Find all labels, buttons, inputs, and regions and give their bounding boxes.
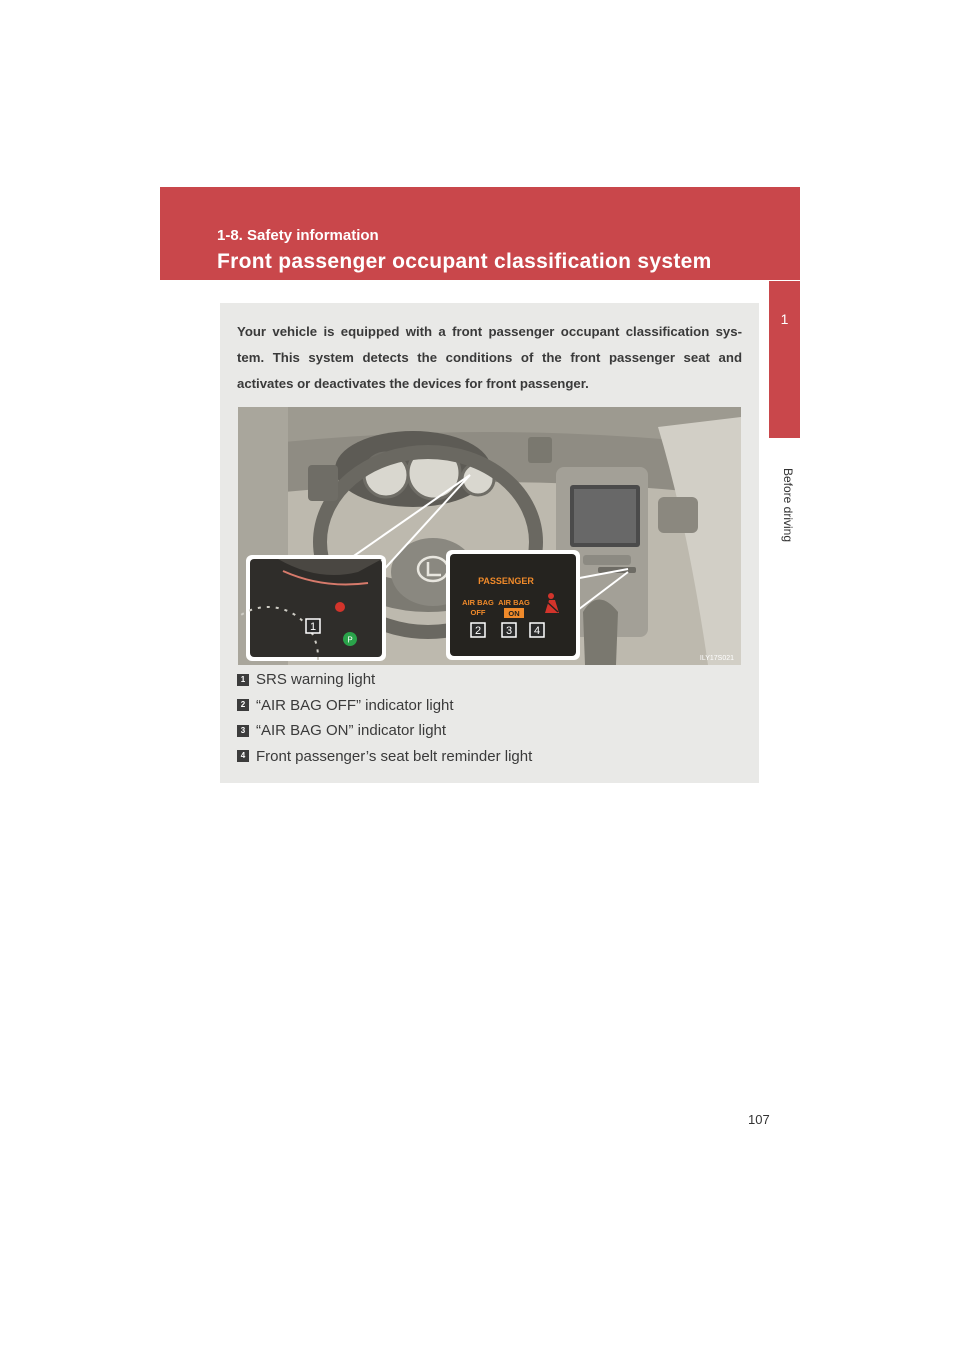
info-box — [220, 303, 759, 783]
dashboard-drawing — [238, 407, 741, 665]
legend-marker-1: 1 — [237, 674, 249, 686]
passenger-indicator-panel — [598, 567, 636, 573]
dashboard-illustration — [238, 407, 741, 665]
page-number: 107 — [748, 1112, 770, 1127]
callout-2-text: 2 — [474, 625, 482, 637]
callout-1-text: 1 — [309, 621, 317, 633]
legend-label-seatbelt: Front passenger’s seat belt reminder light — [256, 747, 533, 765]
airbag-off-line2: OFF — [470, 608, 486, 617]
legend-item — [237, 667, 532, 693]
figure-code: ILY17S021 — [699, 655, 734, 662]
legend-label-srs: SRS warning light — [256, 671, 376, 689]
legend-item — [237, 718, 532, 744]
legend-item — [237, 744, 532, 770]
climate-buttons — [583, 555, 631, 565]
shift-lever-area — [583, 600, 618, 666]
legend-marker-3: 3 — [237, 725, 249, 737]
center-vent — [528, 437, 552, 463]
parking-indicator-text: P — [347, 635, 353, 645]
legend-list — [237, 667, 532, 769]
screen-glass — [574, 489, 636, 543]
passenger-label: PASSENGER — [478, 576, 534, 586]
page-title: Front passenger occupant classification system — [217, 250, 712, 273]
seatbelt-reminder-head — [548, 593, 554, 599]
chapter-number: 1 — [780, 311, 789, 327]
airbag-on-line2: ON — [508, 609, 520, 618]
legend-marker-2: 2 — [237, 699, 249, 711]
legend-item — [237, 693, 532, 719]
section-label: 1-8. Safety information — [217, 227, 379, 244]
chapter-caption: Before driving — [781, 467, 795, 543]
right-vent — [658, 497, 698, 533]
airbag-off-line1: AIR BAG — [462, 598, 494, 607]
intro-paragraph: Your vehicle is equipped with a front passenger occupant classification sys-tem. This system detects the conditions of the front passenger seat and activates or deactivates the devices for front passenger. — [237, 324, 742, 391]
chapter-tab[interactable] — [769, 281, 800, 438]
airbag-on-line1: AIR BAG — [498, 598, 530, 607]
legend-label-airbag-off: “AIR BAG OFF” indicator light — [256, 696, 454, 714]
srs-warning-light — [335, 602, 345, 612]
header-band — [160, 187, 800, 280]
legend-marker-4: 4 — [237, 750, 249, 762]
callout-3-text: 3 — [505, 625, 513, 637]
left-vent — [308, 465, 338, 501]
callout-4-text: 4 — [533, 625, 541, 637]
legend-label-airbag-on: “AIR BAG ON” indicator light — [256, 722, 447, 740]
